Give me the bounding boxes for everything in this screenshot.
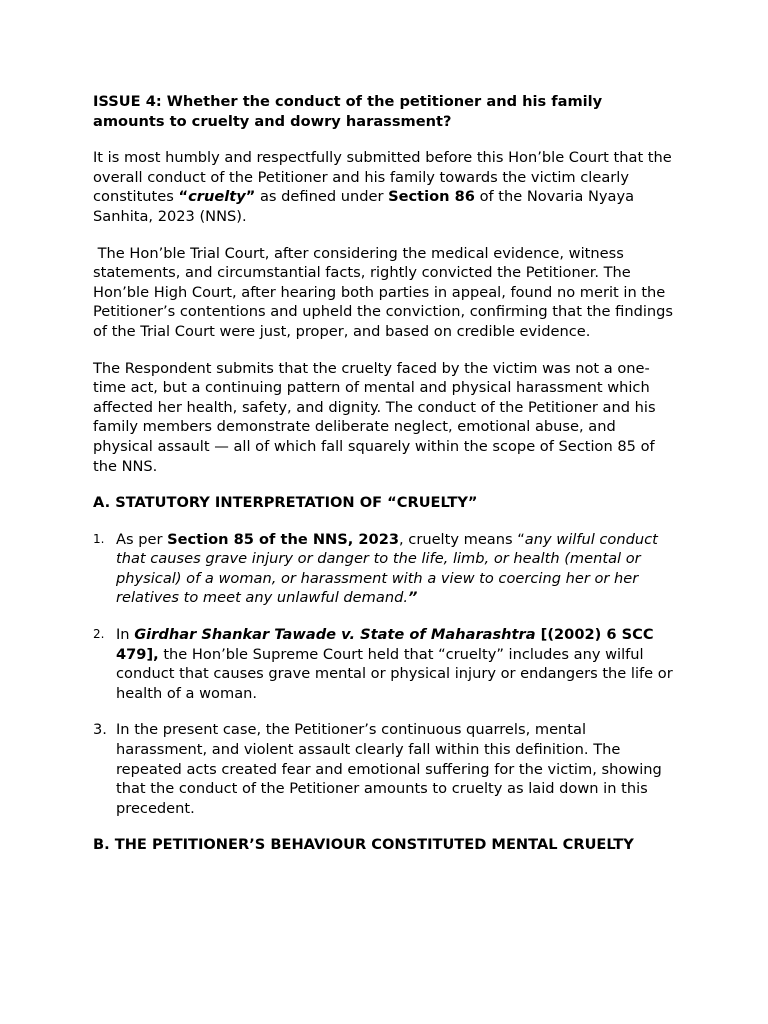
definition-quote: any wilful conduct that causes grave injury or danger to the life, limb, or health (mental or physical) of a woman, or harassment with a view to coercing her or her relatives to meet any unlawful demand. [116, 530, 658, 607]
document-page [93, 92, 678, 872]
list-item-3: 3. In the present case, the Petitioner’s continuous quarrels, mental harassment, and violent assault clearly fall within this definition. The repeated acts created fear and emotional suffering for the victim, showing that the conduct of the Petitioner amounts to cruelty as laid down in this precedent. [93, 721, 662, 817]
para1-text-3: of the Novaria Nyaya Sanhita, 2023 (NNS). [93, 188, 635, 225]
para1-text-1: It is most humbly and respectfully submitted before this Hon’ble Court that the overall conduct of the Petitioner and his family towards the victim clearly constitutes [93, 149, 672, 206]
list-number: 3. [93, 721, 107, 739]
cruelty-term: “cruelty” [178, 188, 256, 206]
list-item-2: 2. In Girdhar Shankar Tawade v. State of Maharashtra [(2002) 6 SCC 479], the Hon’ble Supreme Court held that “cruelty” includes any wilful conduct that causes grave mental or physical injury or endangers the life or health of a woman. [93, 626, 673, 702]
section-reference: Section 86 [388, 188, 475, 206]
list-item-1: 1. As per Section 85 of the NNS, 2023, cruelty means “any wilful conduct that causes grave injury or danger to the life, limb, or health (mental or physical) of a woman, or harassment with a view to coercing her or her relatives to meet any unlawful demand.” [93, 530, 658, 607]
para1-text-2: as defined under [255, 188, 389, 206]
paragraph-respondent: The Respondent submits that the cruelty faced by the victim was not a one-time act, but a continuing pattern of mental and physical harassment which affected her health, safety, and dignity. The conduct of the Petitioner and his family members demonstrate deliberate neglect, emotional abuse, and physical assault — all of which fall squarely within the scope of Section 85 of the NNS. [93, 359, 656, 475]
paragraph-submission [93, 148, 678, 226]
case-name: Girdhar Shankar Tawade v. State of Maharashtra [134, 626, 536, 644]
section-b-heading: B. THE PETITIONER’S BEHAVIOUR CONSTITUTED MENTAL CRUELTY [93, 836, 634, 854]
issue-heading: ISSUE 4: Whether the conduct of the petitioner and his family amounts to cruelty and dowry harassment? [93, 93, 603, 130]
list-number: 1. [93, 531, 105, 546]
list-number: 2. [93, 627, 105, 642]
case-citation: [(2002) 6 SCC 479], [116, 626, 654, 663]
section-a-heading: A. STATUTORY INTERPRETATION OF “CRUELTY” [93, 494, 478, 512]
statute-reference: Section 85 of the NNS, 2023 [167, 530, 400, 548]
paragraph-trial-court: The Hon’ble Trial Court, after considering the medical evidence, witness statements, and circumstantial facts, rightly convicted the Petitioner. The Hon’ble High Court, after hearing both parties in appeal, found no merit in the Petitioner’s contentions and upheld the conviction, confirming that the findings of the Trial Court were just, proper, and based on credible evidence. [93, 244, 674, 340]
